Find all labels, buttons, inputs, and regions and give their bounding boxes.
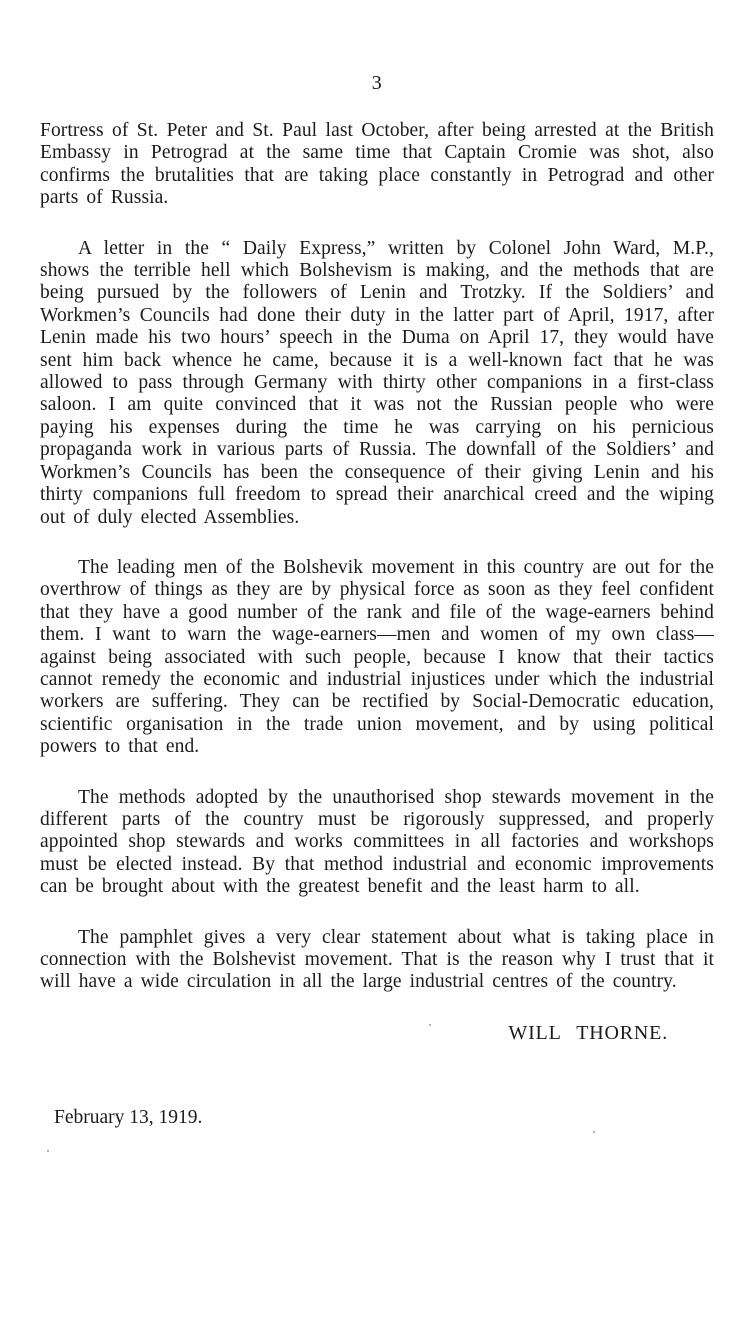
- scan-speckle: [429, 1024, 431, 1026]
- author-signature: WILL THORNE.: [508, 1021, 668, 1044]
- scan-speckle: [593, 1131, 595, 1133]
- paragraph-daily-express-letter: A letter in the “ Daily Express,” written by Colonel John Ward, M.P., shows the terrible hell which Bolshevism is making, and the methods that are being pursued by the followers of Lenin and Trotzky. If the Soldiers’ and Workmen’s Councils had done their duty in the latter part of April, 1917, after Lenin made his two hours’ speech in the Duma on April 17, they would have sent him back whence he came, because it is a well-known fact that he was allowed to pass through Germany with thirty other companions in a first-class saloon. I am quite convinced that it was not the Russian people who were paying his expenses during the time he was carrying on his pernicious propaganda work in various parts of Russia. The downfall of the Soldiers’ and Workmen’s Councils has been the consequence of their giving Lenin and his thirty companions full freedom to spread their anarchical creed and the wiping out of duly elected Assemblies.: [40, 237, 714, 528]
- scan-speckle: [47, 1150, 49, 1152]
- paragraph-fortress: Fortress of St. Peter and St. Paul last October, after being arrested at the British Embassy in Petrograd at the same time that Captain Cromie was shot, also confirms the brutalities that are taking place constantly in Petrograd and other parts of Russia.: [40, 120, 714, 209]
- paragraph-leading-men: The leading men of the Bolshevik movement in this country are out for the overthrow of things as they are by physical force as soon as they feel confident that they have a good number of the rank and file of the wage-earners behind them. I want to warn the wage-earners—men and women of my own class—against being associated with such people, because I know that their tactics cannot remedy the economic and industrial injustices under which the industrial workers are suffering. They can be rectified by Social-Democratic education, scientific organisation in the trade union movement, and by using political powers to that end.: [40, 556, 714, 758]
- paragraph-pamphlet-statement: The pamphlet gives a very clear statement about what is taking place in connection with the Bolshevist movement. That is the reason why I trust that it will have a wide circulation in all the large industrial centres of the country.: [40, 926, 714, 993]
- page-number: 3: [371, 72, 383, 94]
- date-line: February 13, 1919.: [54, 1106, 203, 1128]
- text-column: [40, 0, 714, 1129]
- paragraph-shop-stewards: The methods adopted by the unauthorised shop stewards movement in the different parts of the country must be rigorously suppressed, and properly appointed shop stewards and works committees in all factories and workshops must be elected instead. By that method industrial and economic improvements can be brought about with the greatest benefit and the least harm to all.: [40, 786, 714, 898]
- body-text: [40, 120, 714, 994]
